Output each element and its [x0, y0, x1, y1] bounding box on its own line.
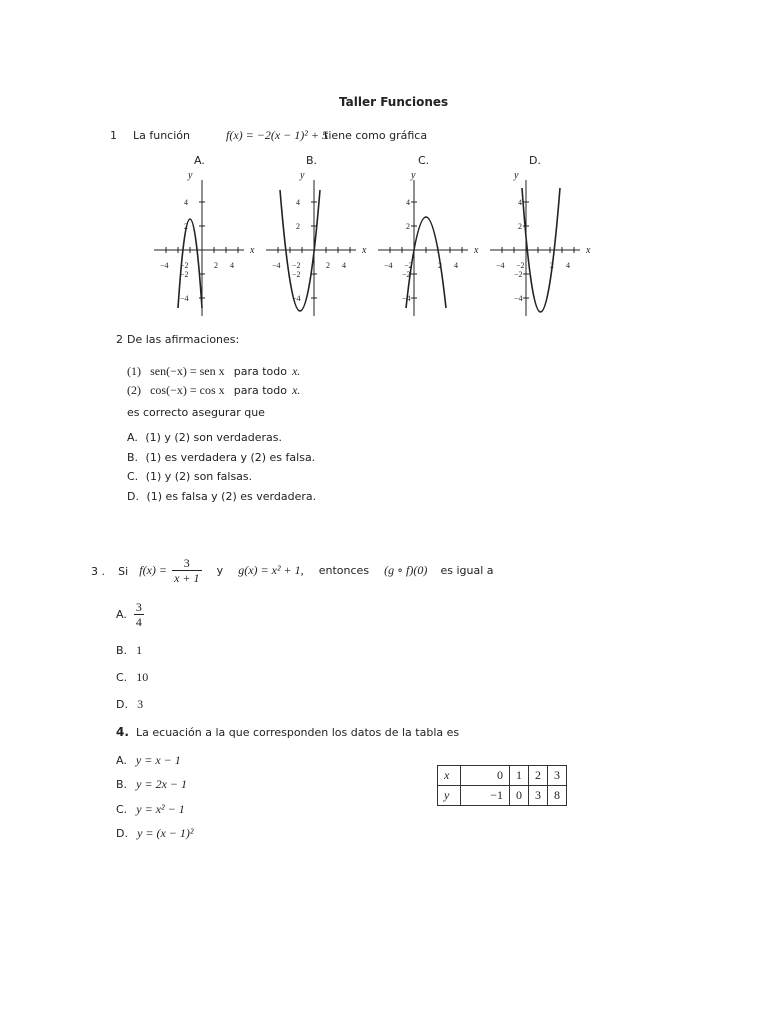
option-letter: B.	[127, 451, 139, 464]
q4-text: La ecuación a la que corresponden los datos de la tabla es	[136, 726, 460, 739]
graph-a-plot	[148, 168, 260, 318]
tick-y: 2	[184, 222, 188, 231]
tick-x: 4	[454, 261, 458, 270]
q1-text-after: tiene como gráfica	[324, 129, 428, 142]
option-text: (1) y (2) son verdaderas.	[145, 431, 282, 444]
option-letter: A.	[127, 431, 138, 444]
x-axis-label: x	[586, 245, 591, 256]
tick-x: 2	[214, 261, 218, 270]
statement-var: x.	[292, 364, 301, 378]
q2-option-d	[127, 490, 316, 503]
table-cell: 2	[529, 766, 548, 786]
q3-y: y	[216, 564, 224, 577]
q3-option-b	[116, 639, 142, 658]
x-axis-label: x	[474, 245, 479, 256]
q2-number: 2	[116, 333, 123, 346]
tick-x: −4	[272, 261, 281, 270]
option-equation: y = x² − 1	[136, 802, 185, 816]
tick-y: −2	[514, 270, 523, 279]
table-cell: 0	[510, 786, 529, 806]
tick-y: −2	[292, 270, 301, 279]
tick-y: 4	[406, 198, 410, 207]
option-equation: y = 2x − 1	[136, 777, 187, 791]
option-fraction	[134, 600, 144, 629]
option-letter: C.	[116, 803, 128, 816]
q3-option-a	[116, 600, 144, 629]
option-value: 10	[136, 670, 149, 684]
option-text: (1) y (2) son falsas.	[145, 470, 253, 483]
option-letter: D.	[127, 490, 139, 503]
tick-x: −2	[180, 261, 189, 270]
q3-g: g(x) = x² + 1,	[238, 563, 304, 577]
tick-x: 4	[566, 261, 570, 270]
option-letter: B.	[116, 778, 128, 791]
q4-option-d	[116, 822, 194, 841]
option-letter: D.	[116, 827, 128, 840]
tick-y: 4	[184, 198, 188, 207]
fraction-denominator: x + 1	[174, 571, 200, 585]
y-axis-label: y	[300, 170, 305, 181]
tick-x: −4	[384, 261, 393, 270]
graph-a	[148, 168, 260, 318]
x-axis-label: x	[250, 245, 255, 256]
graph-b-plot	[260, 168, 372, 318]
tick-y: −2	[180, 270, 189, 279]
option-letter: A.	[116, 754, 127, 767]
table-cell: 0	[461, 766, 510, 786]
graph-d-label: D.	[529, 154, 541, 167]
tick-y: 4	[296, 198, 300, 207]
tick-x: −2	[404, 261, 413, 270]
tick-x: −2	[516, 261, 525, 270]
option-letter: D.	[116, 698, 128, 711]
q4-option-b	[116, 773, 187, 792]
q2-prompt: es correcto asegurar que	[127, 406, 265, 419]
statement-formula: sen(−x) = sen x	[150, 364, 225, 378]
q2-statement-1	[127, 360, 300, 379]
graph-c-plot	[372, 168, 484, 318]
q2-intro: De las afirmaciones:	[127, 333, 240, 346]
tick-y: 4	[518, 198, 522, 207]
row-label: y	[438, 786, 461, 806]
q3-si: Si	[118, 565, 129, 578]
q2-option-a	[127, 431, 282, 444]
q3-composition: (g ∘ f)(0)	[384, 563, 428, 577]
table-cell: −1	[461, 786, 510, 806]
parabola-curve	[406, 217, 446, 308]
y-axis-label: y	[188, 170, 193, 181]
tick-y: 2	[296, 222, 300, 231]
tick-x: −2	[292, 261, 301, 270]
q4-option-c	[116, 798, 185, 817]
q4-line	[116, 721, 459, 740]
fraction-denominator: 4	[135, 615, 142, 629]
option-letter: C.	[127, 470, 139, 483]
q3-f-lhs: f(x) =	[139, 563, 167, 577]
option-letter: A.	[116, 608, 127, 621]
tick-y: −4	[292, 294, 301, 303]
q2-option-c	[127, 470, 252, 483]
tick-y: −4	[402, 294, 411, 303]
tick-y: −4	[180, 294, 189, 303]
tick-x: −4	[496, 261, 505, 270]
row-label: x	[438, 766, 461, 786]
table-row	[438, 786, 567, 806]
option-value: 3	[137, 697, 144, 711]
tick-x: 2	[550, 261, 554, 270]
q3-tail: es igual a	[440, 564, 494, 577]
q1-number: 1	[110, 129, 117, 142]
option-equation: y = (x − 1)²	[137, 826, 194, 840]
option-text: (1) es falsa y (2) es verdadera.	[146, 490, 317, 503]
option-value: 1	[136, 643, 143, 657]
q4-number: 4.	[116, 725, 129, 739]
page-title: Taller Funciones	[339, 95, 449, 109]
table-row	[438, 766, 567, 786]
q3-option-d	[116, 693, 143, 712]
tick-x: 2	[438, 261, 442, 270]
q3-option-c	[116, 666, 148, 685]
data-table	[437, 765, 567, 806]
q3-fraction	[172, 556, 201, 585]
graph-c	[372, 168, 484, 318]
graph-b-label: B.	[306, 154, 318, 167]
table-cell: 8	[548, 786, 567, 806]
graph-c-label: C.	[418, 154, 430, 167]
tick-y: −4	[514, 294, 523, 303]
q4-option-a	[116, 749, 181, 768]
fraction-numerator: 3	[135, 600, 142, 614]
q2-statement-2	[127, 379, 300, 398]
tick-x: 2	[326, 261, 330, 270]
option-letter: C.	[116, 671, 128, 684]
table-cell: 3	[548, 766, 567, 786]
tick-x: −4	[160, 261, 169, 270]
graph-d	[484, 168, 596, 318]
table-cell: 1	[510, 766, 529, 786]
fraction-numerator: 3	[172, 556, 201, 571]
q3-number: 3 .	[91, 565, 105, 578]
graph-b	[260, 168, 372, 318]
option-equation: y = x − 1	[135, 753, 181, 767]
q1-text-before: La función	[133, 129, 190, 142]
statement-tag: (1)	[127, 364, 141, 378]
tick-y: 2	[406, 222, 410, 231]
tick-x: 4	[342, 261, 346, 270]
x-axis-label: x	[362, 245, 367, 256]
statement-var: x.	[292, 383, 301, 397]
option-text: (1) es verdadera y (2) es falsa.	[145, 451, 316, 464]
q2-option-b	[127, 451, 315, 464]
q1-formula: f(x) = −2(x − 1)² + 5	[226, 128, 328, 142]
y-axis-label: y	[514, 170, 519, 181]
table-cell: 3	[529, 786, 548, 806]
tick-y: −2	[402, 270, 411, 279]
statement-rest: para todo	[233, 384, 287, 397]
tick-y: 2	[518, 222, 522, 231]
statement-tag: (2)	[127, 383, 141, 397]
q3-entonces: entonces	[318, 564, 370, 577]
graph-d-plot	[484, 168, 596, 318]
q3-line	[91, 556, 494, 585]
option-letter: B.	[116, 644, 128, 657]
statement-formula: cos(−x) = cos x	[150, 383, 225, 397]
tick-x: 4	[230, 261, 234, 270]
statement-rest: para todo	[233, 365, 287, 378]
graph-a-label: A.	[194, 154, 205, 167]
y-axis-label: y	[411, 170, 416, 181]
